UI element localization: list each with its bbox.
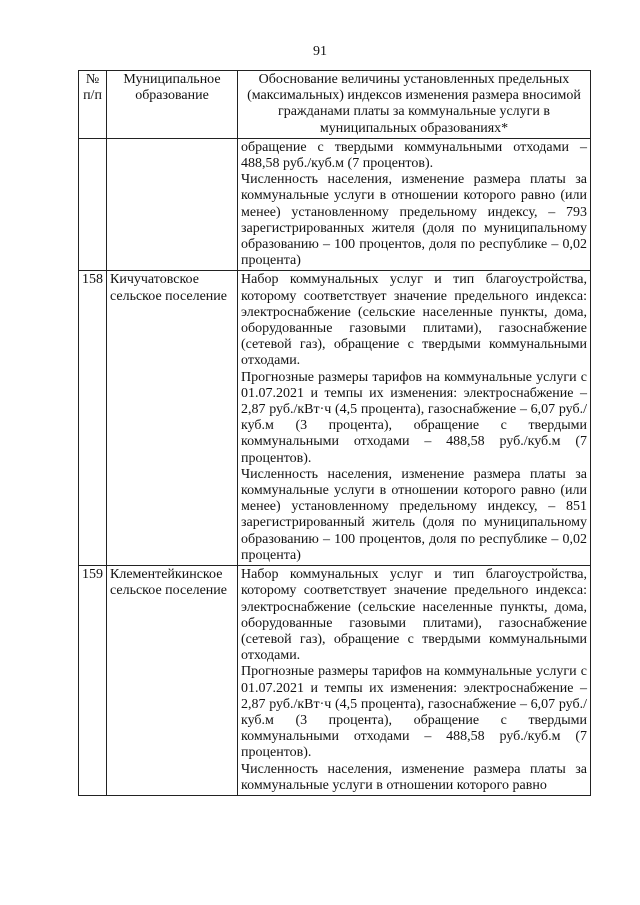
row-justification-cell: [238, 271, 591, 566]
page-number: 91: [313, 44, 327, 59]
row-municipality-cell: Клементейкинское сельское поселение: [107, 566, 238, 796]
indices-table: [78, 70, 591, 796]
justification-paragraph: Прогнозные размеры тарифов на коммунальные услуги с 01.07.2021 и темпы их изменения: электроснабжение – 2,87 руб./кВт·ч (4,5 процента), газоснабжение – 6,07 руб./куб.м (3 процента), обращение с твердыми коммунальными отходами – 488,58 руб./куб.м (7 процентов).: [241, 369, 587, 466]
row-justification-cell: [238, 566, 591, 796]
table-header-row: [79, 71, 591, 139]
justification-paragraph: Численность населения, изменение размера платы за коммунальные услуги в отношении которого равно (или менее) установленному предельному индексу, – 851 зарегистрированный житель (доля по муниципальному образованию – 100 процентов, доля по республике – 0,02 процента): [241, 466, 587, 563]
row-municipality-cell: [107, 138, 238, 271]
justification-paragraph: обращение с твердыми коммунальными отходами – 488,58 руб./куб.м (7 процентов).: [241, 139, 587, 172]
table-row-158: [79, 271, 591, 566]
table-row-159: [79, 566, 591, 796]
table-row-continuation: [79, 138, 591, 271]
row-number-cell: 159: [79, 566, 107, 796]
row-justification-cell: [238, 138, 591, 271]
row-number-cell: [79, 138, 107, 271]
row-number-cell: 158: [79, 271, 107, 566]
justification-paragraph: Численность населения, изменение размера платы за коммунальные услуги в отношении которого равно (или менее) установленному предельному индексу, – 793 зарегистрированных жителя (доля по муниципальному образованию – 100 процентов, доля по республике – 0,02 процента): [241, 172, 587, 269]
header-municipality: Муниципальное образование: [107, 71, 238, 139]
header-number: № п/п: [79, 71, 107, 139]
justification-paragraph: Набор коммунальных услуг и тип благоустройства, которому соответствует значение предельного индекса: электроснабжение (сельские населенные пункты, дома, оборудованные газовыми плитами), газоснабжение (сетевой газ), обращение с твердыми коммунальными отходами.: [241, 567, 587, 664]
justification-paragraph: Прогнозные размеры тарифов на коммунальные услуги с 01.07.2021 и темпы их изменения: электроснабжение – 2,87 руб./кВт·ч (4,5 процента), газоснабжение – 6,07 руб./куб.м (3 процента), обращение с твердыми коммунальными отходами – 488,58 руб./куб.м (7 процентов).: [241, 664, 587, 761]
justification-paragraph: Набор коммунальных услуг и тип благоустройства, которому соответствует значение предельного индекса: электроснабжение (сельские населенные пункты, дома, оборудованные газовыми плитами), газоснабжение (сетевой газ), обращение с твердыми коммунальными отходами.: [241, 272, 587, 369]
justification-paragraph: Численность населения, изменение размера платы за коммунальные услуги в отношении которого равно: [241, 761, 587, 793]
header-justification: Обоснование величины установленных предельных (максимальных) индексов изменения размера вносимой гражданами платы за коммунальные услуги в муниципальных образованиях*: [238, 71, 591, 139]
row-municipality-cell: Кичучатовское сельское поселение: [107, 271, 238, 566]
